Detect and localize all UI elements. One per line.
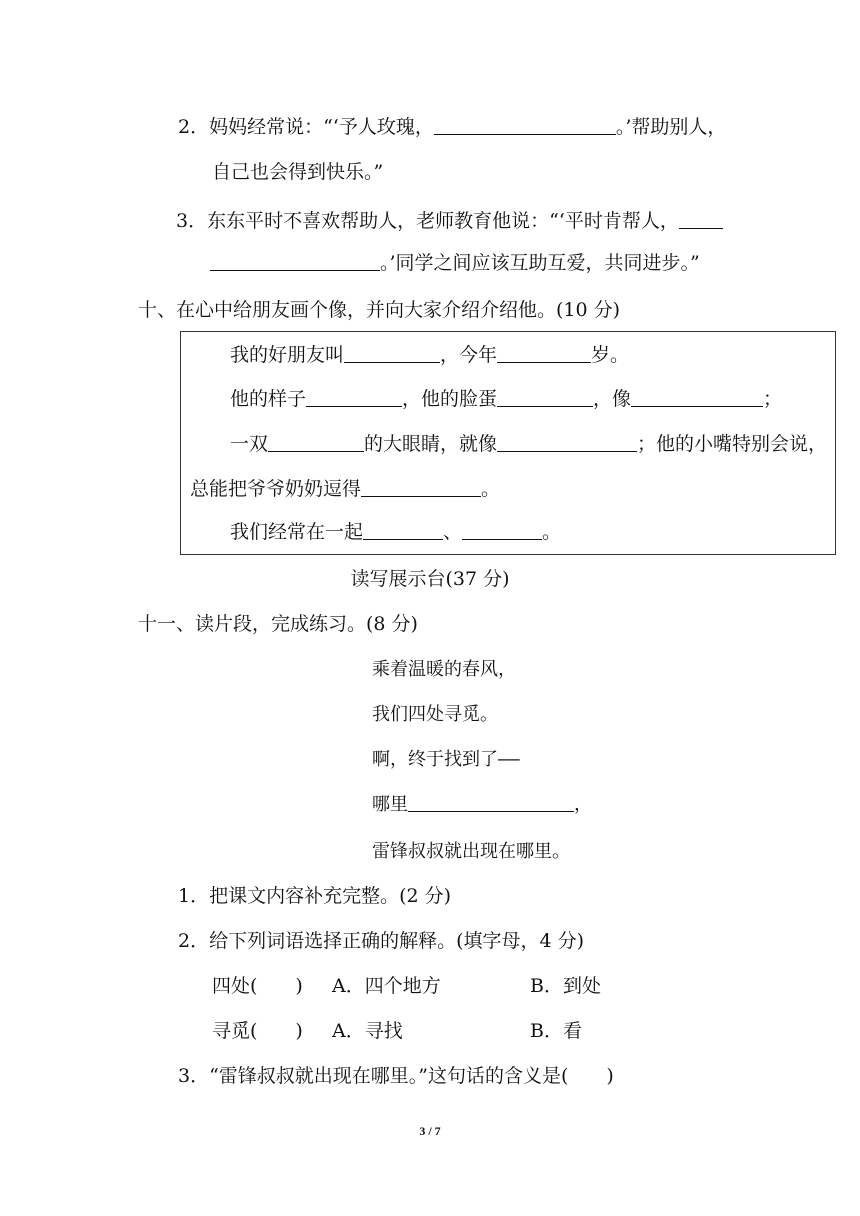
poem-line-4: 哪里 ， [372,791,592,819]
word-1[interactable]: 四处( ) [212,975,303,997]
answer-blank[interactable] [363,519,443,540]
word-1-option-b: B．到处 [530,975,601,997]
poem-line-1: 乘着温暖的春风， [372,659,516,680]
q10-line3: 一双 的大眼睛，就像 ；他的小嘴特别会说， [230,433,828,455]
q9-item3-line1: 3．东东平时不喜欢帮助人，老师教育他说：“‘平时肯帮人， [176,207,723,235]
answer-blank[interactable] [462,519,542,540]
answer-blank[interactable] [361,476,481,497]
answer-blank[interactable] [408,791,574,812]
word-1-option-a: A．四个地方 [332,975,441,997]
q9-item2-line2: 自己也会得到快乐。” [212,161,384,183]
answer-blank[interactable] [679,208,723,229]
answer-blank[interactable] [497,386,593,407]
answer-blank[interactable] [344,342,440,363]
q10-line2: 他的样子 ，他的脸蛋 ，像 ； [230,388,783,410]
q11-sub1: 1．把课文内容补充完整。(2 分) [178,885,452,907]
poem-line-5: 雷锋叔叔就出现在哪里。 [372,841,570,862]
q11-sub2: 2．给下列词语选择正确的解释。(填字母，4 分) [178,930,585,952]
word-2[interactable]: 寻觅( ) [212,1020,303,1042]
section-heading: 读写展示台(37 分) [350,568,510,590]
q9-item2-line1: 2．妈妈经常说：“‘予人玫瑰， 。’帮助别人， [178,116,727,138]
answer-blank[interactable] [434,114,616,135]
q10-title: 十、在心中给朋友画个像，并向大家介绍介绍他。(10 分) [138,299,621,321]
q10-line1: 我的好朋友叫 ，今年 岁。 [230,344,630,366]
answer-blank[interactable] [306,386,402,407]
q9-item3-line2: 。’同学之间应该互助互爱，共同进步。” [210,249,700,277]
q11-sub3: 3．“雷锋叔叔就出现在哪里。”这句话的含义是( ) [178,1065,614,1087]
word-2-option-b: B．看 [530,1020,582,1042]
q10-line5: 我们经常在一起 、 。 [230,521,562,543]
answer-blank[interactable] [497,342,591,363]
word-2-option-a: A．寻找 [332,1020,403,1042]
answer-blank[interactable] [268,431,364,452]
answer-blank[interactable] [210,250,380,271]
answer-blank[interactable] [497,431,637,452]
poem-line-2: 我们四处寻觅。 [372,704,498,725]
poem-line-3: 啊，终于找到了—— [372,749,520,770]
q11-title: 十一、读片段，完成练习。(8 分) [138,613,418,635]
q10-line4: 总能把爷爷奶奶逗得 。 [190,478,501,500]
page-number: 3 / 7 [419,1124,441,1138]
answer-blank[interactable] [631,386,763,407]
